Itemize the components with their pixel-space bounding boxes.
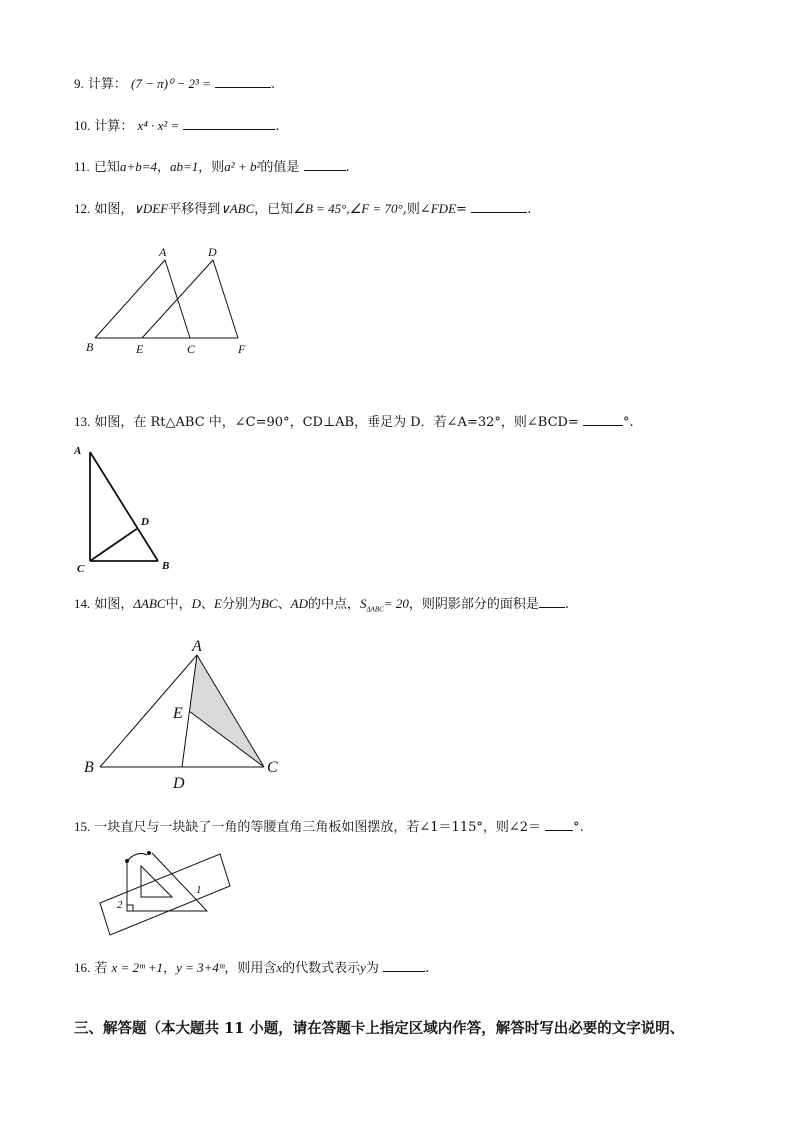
question-number: 13. [74,414,91,429]
label-A: A [159,245,167,259]
math-expression: a² + b² [224,159,261,174]
condition: ∠B = 45°,∠F = 70° [293,201,403,216]
label-B: B [84,759,94,776]
question-number: 16. [74,960,91,975]
label-C: C [267,759,278,776]
label-D: D [173,775,185,792]
label-E: E [173,705,183,722]
missing-corner-curve [127,853,147,861]
label-B: B [86,340,94,354]
question-number: 10. [74,118,91,133]
question-number: 11. [74,159,90,174]
question-10: 10. 计算： x⁴ · x² = . [74,118,280,134]
question-number: 12. [74,201,91,216]
question-text: 一块直尺与一块缺了一角的等腰直角三角板如图摆放，若∠1＝115°，则∠2＝ [94,820,542,835]
question-text: 如图，在 Rt△ABC 中，∠C=90°，CD⊥AB，垂足为 D．若∠A=32°，则∠BCD= [94,415,579,430]
right-angle-mark [127,905,133,911]
question-number: 15. [74,819,91,834]
set-square-outer [127,853,207,911]
label-C: C [77,563,85,575]
corner-dot [147,851,151,855]
set-square-inner [141,866,172,897]
math-expression: x = 2ᵐ +1 [111,960,164,975]
math-expression: x⁴ · x² = [137,118,180,133]
label-angle-1: 1 [196,884,202,896]
label-D: D [208,245,217,259]
triangle-name: ∨ABC [220,201,255,216]
question-number: 9. [74,76,84,91]
label-angle-2: 2 [117,899,123,911]
question-prefix: 计算： [94,119,134,134]
label-F: F [238,342,246,356]
condition: ab=1 [170,159,199,174]
question-12: 12. 如图，∨DEF平移得到∨ABC，已知∠B = 45°,∠F = 70°,则∠FDE= . [74,201,532,217]
label-A: A [74,445,82,457]
question-15: 15. 一块直尺与一块缺了一角的等腰直角三角板如图摆放，若∠1＝115°，则∠2＝ °. [74,819,584,835]
label-B: B [162,560,170,572]
triangle-name: ∨DEF [133,201,169,216]
math-expression: y = 3+4ᵐ [176,960,225,975]
answer-blank[interactable] [383,958,425,972]
label-D: D [141,516,149,528]
question-16: 16. 若 x = 2ᵐ +1，y = 3+4ᵐ，则用含x的代数式表示y为 . [74,960,430,976]
question-prefix: 计算： [87,77,127,92]
area-symbol: $S_{\Delta ABC}$ [359,596,384,614]
corner-dot [125,859,129,863]
label-A: A [192,638,202,655]
question-14: 14. 如图，ΔABC中，D、E分别为BC、AD的中点，$S_{\Delta ABC}= 20$，则阴影部分的面积是 . [74,596,570,614]
question-13: 13. 如图，在 Rt△ABC 中，∠C=90°，CD⊥AB，垂足为 D．若∠A=32°，则∠BCD= °. [74,414,634,430]
question-11: 11. 已知a+b=4，ab=1，则a² + b²的值是 . [74,159,350,175]
label-E: E [136,342,144,356]
label-C: C [187,342,196,356]
triangle-name: ΔABC [133,596,166,611]
question-9: 9. 计算： (7 − π)⁰ − 2³ = . [74,76,276,92]
section-heading: 三、解答题（本大题共 11 小题，请在答题卡上指定区域内作答，解答时写出必要的文字说明、 [74,1020,685,1037]
question-number: 14. [74,596,91,611]
condition: a+b=4 [119,159,157,174]
math-expression: (7 − π)⁰ − 2³ = [131,76,211,91]
